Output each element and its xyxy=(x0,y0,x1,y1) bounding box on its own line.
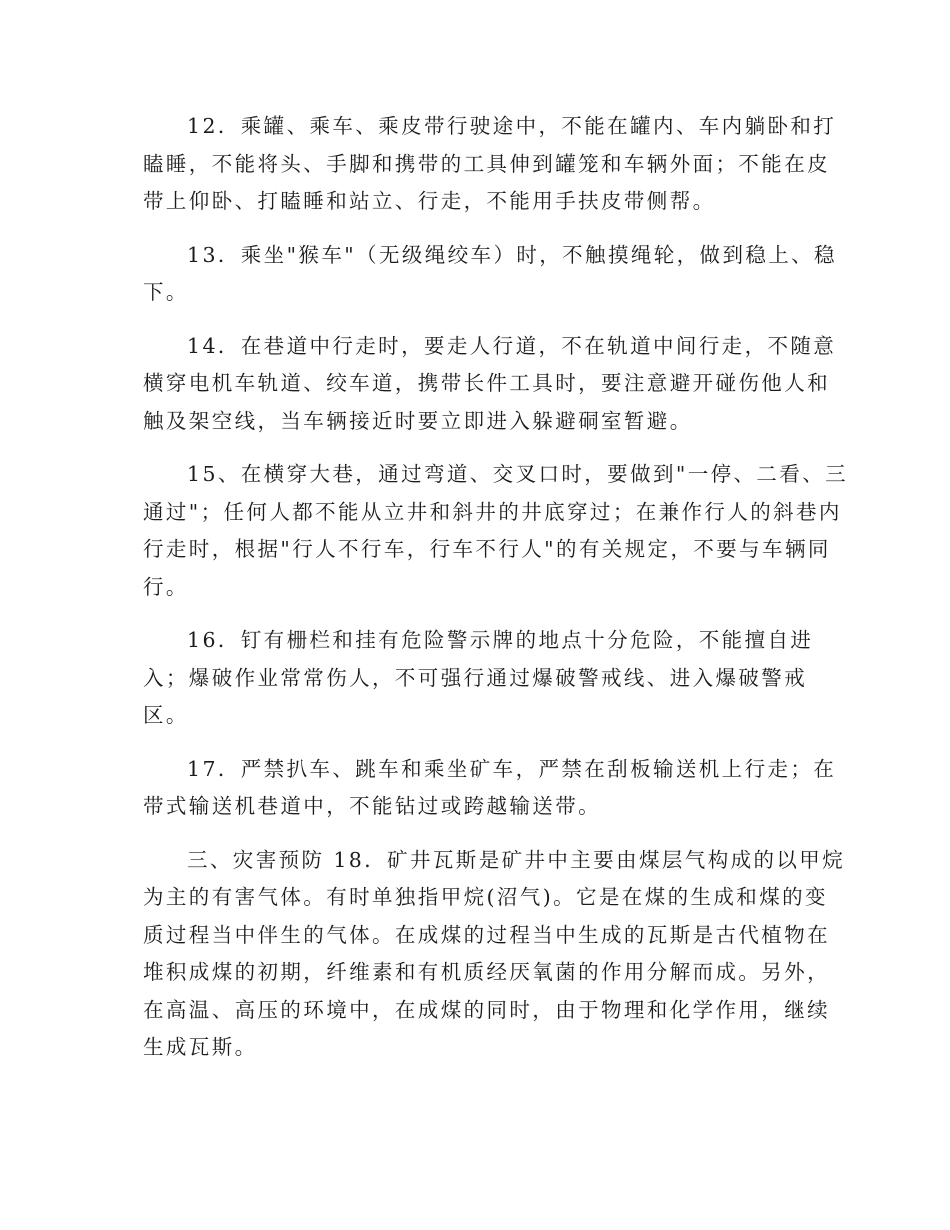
text-line: 横穿电机车轨道、绞车道，携带长件工具时，要注意避开碰伤他人和 xyxy=(143,371,830,395)
text-line: 通过"；任何人都不能从立井和斜井的井底穿过；在兼作行人的斜巷内 xyxy=(143,499,842,524)
document-body xyxy=(143,108,849,1083)
text-line: 下。 xyxy=(143,280,189,304)
text-line: 13．乘坐"猴车"（无级绳绞车）时，不触摸绳轮，做到稳上、稳 xyxy=(187,242,837,267)
text-line: 16．钉有栅栏和挂有危险警示牌的地点十分危险，不能擅自进 xyxy=(187,628,814,652)
text-line: 行走时，根据"行人不行车，行车不行人"的有关规定，不要与车辆同 xyxy=(143,537,831,561)
paragraph-14 xyxy=(143,328,837,441)
text-line: 17．严禁扒车、跳车和乘坐矿车，严禁在刮板输送机上行走；在 xyxy=(187,756,837,781)
text-line: 为主的有害气体。有时单独指甲烷(沼气)。它是在煤的生成和煤的变 xyxy=(143,885,828,909)
text-line: 带上仰卧、打瞌睡和站立、行走，不能用手扶皮带侧帮。 xyxy=(143,189,716,213)
text-line: 三、灾害预防 18．矿井瓦斯是矿井中主要由煤层气构成的以甲烷 xyxy=(187,847,846,872)
text-line: 区。 xyxy=(143,703,189,727)
text-line: 15、在横穿大巷，通过弯道、交叉口时，要做到"一停、二看、三 xyxy=(187,462,849,486)
text-line: 行。 xyxy=(143,574,189,599)
paragraph-15 xyxy=(143,456,849,606)
text-line: 12．乘罐、乘车、乘皮带行驶途中，不能在罐内、车内躺卧和打 xyxy=(187,114,837,138)
paragraph-12 xyxy=(143,108,837,221)
text-line: 14．在巷道中行走时，要走人行道，不在轨道中间行走，不随意 xyxy=(187,333,837,358)
paragraph-13 xyxy=(143,237,837,312)
text-line: 触及架空线，当车辆接近时要立即进入躲避硐室暂避。 xyxy=(143,408,693,433)
text-line: 入；爆破作业常常伤人，不可强行通过爆破警戒线、进入爆破警戒 xyxy=(143,665,808,690)
paragraph-18-disaster-prevention xyxy=(143,842,846,1067)
paragraph-16 xyxy=(143,622,813,735)
text-line: 生成瓦斯。 xyxy=(143,1035,258,1059)
paragraph-17 xyxy=(143,751,837,826)
text-line: 带式输送机巷道中，不能钻过或跨越输送带。 xyxy=(143,794,601,818)
text-line: 瞌睡，不能将头、手脚和携带的工具伸到罐笼和车辆外面；不能在皮 xyxy=(143,151,830,176)
text-line: 堆积成煤的初期，纤维素和有机质经厌氧菌的作用分解而成。另外， xyxy=(143,960,830,984)
text-line: 质过程当中伴生的气体。在成煤的过程当中生成的瓦斯是古代植物在 xyxy=(143,922,830,947)
text-line: 在高温、高压的环境中，在成煤的同时，由于物理和化学作用，继续 xyxy=(143,997,830,1022)
